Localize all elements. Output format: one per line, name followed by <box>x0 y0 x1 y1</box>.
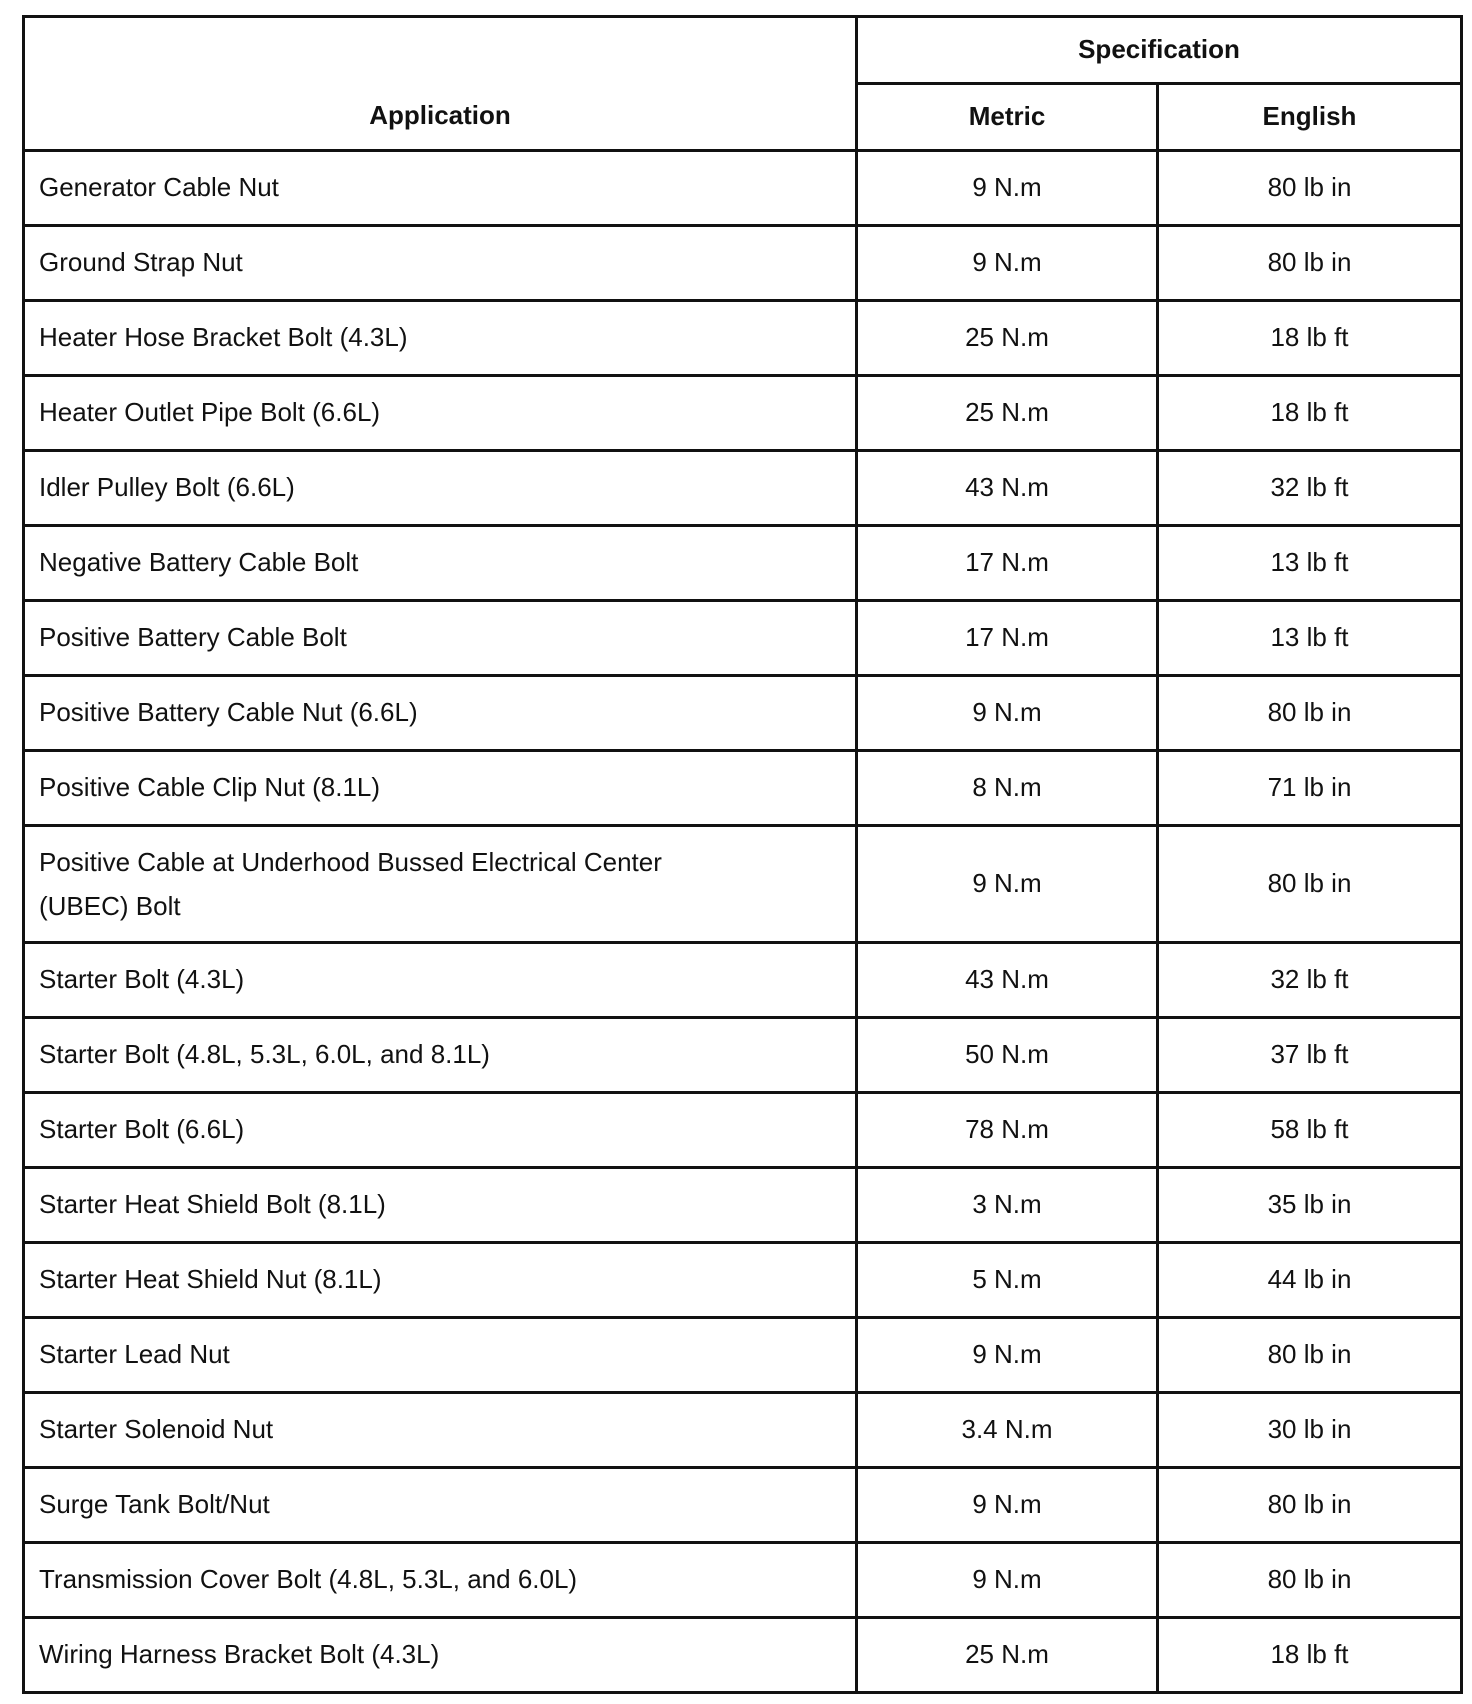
application-cell: Transmission Cover Bolt (4.8L, 5.3L, and 6.0L) <box>24 1543 857 1618</box>
table-row <box>24 226 1462 301</box>
metric-cell: 3 N.m <box>857 1168 1158 1243</box>
metric-cell: 9 N.m <box>857 826 1158 943</box>
english-cell: 35 lb in <box>1158 1168 1462 1243</box>
application-cell: Idler Pulley Bolt (6.6L) <box>24 451 857 526</box>
metric-cell: 5 N.m <box>857 1243 1158 1318</box>
english-cell: 18 lb ft <box>1158 301 1462 376</box>
metric-cell: 3.4 N.m <box>857 1393 1158 1468</box>
table-header <box>24 17 1462 151</box>
metric-cell: 9 N.m <box>857 676 1158 751</box>
english-cell: 80 lb in <box>1158 226 1462 301</box>
english-cell: 71 lb in <box>1158 751 1462 826</box>
english-cell: 80 lb in <box>1158 826 1462 943</box>
metric-header: Metric <box>857 84 1158 151</box>
table-row <box>24 1168 1462 1243</box>
specification-table <box>22 15 1463 1694</box>
table-row <box>24 1393 1462 1468</box>
table-row <box>24 1243 1462 1318</box>
metric-cell: 50 N.m <box>857 1018 1158 1093</box>
application-cell: Starter Solenoid Nut <box>24 1393 857 1468</box>
table-row <box>24 1468 1462 1543</box>
application-cell: Positive Battery Cable Nut (6.6L) <box>24 676 857 751</box>
metric-cell: 43 N.m <box>857 451 1158 526</box>
table-row <box>24 526 1462 601</box>
english-cell: 18 lb ft <box>1158 1618 1462 1693</box>
specification-header: Specification <box>857 17 1462 84</box>
metric-cell: 17 N.m <box>857 601 1158 676</box>
metric-cell: 9 N.m <box>857 226 1158 301</box>
application-cell: Starter Lead Nut <box>24 1318 857 1393</box>
application-cell: Ground Strap Nut <box>24 226 857 301</box>
application-cell: Starter Bolt (4.8L, 5.3L, 6.0L, and 8.1L) <box>24 1018 857 1093</box>
application-cell <box>24 826 857 943</box>
english-cell: 37 lb ft <box>1158 1018 1462 1093</box>
application-header: Application <box>24 17 857 151</box>
table-row <box>24 376 1462 451</box>
table-row <box>24 826 1462 943</box>
english-cell: 44 lb in <box>1158 1243 1462 1318</box>
metric-cell: 9 N.m <box>857 1543 1158 1618</box>
table-row <box>24 451 1462 526</box>
application-cell: Negative Battery Cable Bolt <box>24 526 857 601</box>
metric-cell: 9 N.m <box>857 1318 1158 1393</box>
english-cell: 13 lb ft <box>1158 601 1462 676</box>
metric-cell: 78 N.m <box>857 1093 1158 1168</box>
table-row <box>24 1543 1462 1618</box>
metric-cell: 9 N.m <box>857 151 1158 226</box>
english-cell: 80 lb in <box>1158 676 1462 751</box>
metric-cell: 8 N.m <box>857 751 1158 826</box>
application-cell: Wiring Harness Bracket Bolt (4.3L) <box>24 1618 857 1693</box>
english-cell: 80 lb in <box>1158 151 1462 226</box>
table-row <box>24 676 1462 751</box>
english-header: English <box>1158 84 1462 151</box>
table-row <box>24 1318 1462 1393</box>
english-cell: 58 lb ft <box>1158 1093 1462 1168</box>
english-cell: 80 lb in <box>1158 1543 1462 1618</box>
table-row <box>24 301 1462 376</box>
english-cell: 80 lb in <box>1158 1468 1462 1543</box>
english-cell: 18 lb ft <box>1158 376 1462 451</box>
application-cell: Surge Tank Bolt/Nut <box>24 1468 857 1543</box>
table-body <box>24 151 1462 1693</box>
table-row <box>24 751 1462 826</box>
english-cell: 32 lb ft <box>1158 943 1462 1018</box>
application-cell: Heater Outlet Pipe Bolt (6.6L) <box>24 376 857 451</box>
english-cell: 13 lb ft <box>1158 526 1462 601</box>
metric-cell: 25 N.m <box>857 301 1158 376</box>
application-cell-text: Positive Cable at Underhood Bussed Electrical Center (UBEC) Bolt <box>39 847 662 921</box>
english-cell: 80 lb in <box>1158 1318 1462 1393</box>
metric-cell: 25 N.m <box>857 376 1158 451</box>
table-row <box>24 1093 1462 1168</box>
table-row <box>24 1018 1462 1093</box>
metric-cell: 17 N.m <box>857 526 1158 601</box>
application-cell: Heater Hose Bracket Bolt (4.3L) <box>24 301 857 376</box>
application-cell: Starter Heat Shield Nut (8.1L) <box>24 1243 857 1318</box>
english-cell: 30 lb in <box>1158 1393 1462 1468</box>
table-row <box>24 601 1462 676</box>
application-cell: Generator Cable Nut <box>24 151 857 226</box>
application-cell: Starter Bolt (4.3L) <box>24 943 857 1018</box>
header-row-top <box>24 17 1462 84</box>
table-row <box>24 943 1462 1018</box>
metric-cell: 9 N.m <box>857 1468 1158 1543</box>
application-cell: Starter Heat Shield Bolt (8.1L) <box>24 1168 857 1243</box>
english-cell: 32 lb ft <box>1158 451 1462 526</box>
application-cell: Positive Battery Cable Bolt <box>24 601 857 676</box>
table-row <box>24 1618 1462 1693</box>
metric-cell: 25 N.m <box>857 1618 1158 1693</box>
application-cell: Positive Cable Clip Nut (8.1L) <box>24 751 857 826</box>
application-cell: Starter Bolt (6.6L) <box>24 1093 857 1168</box>
metric-cell: 43 N.m <box>857 943 1158 1018</box>
table-row <box>24 151 1462 226</box>
